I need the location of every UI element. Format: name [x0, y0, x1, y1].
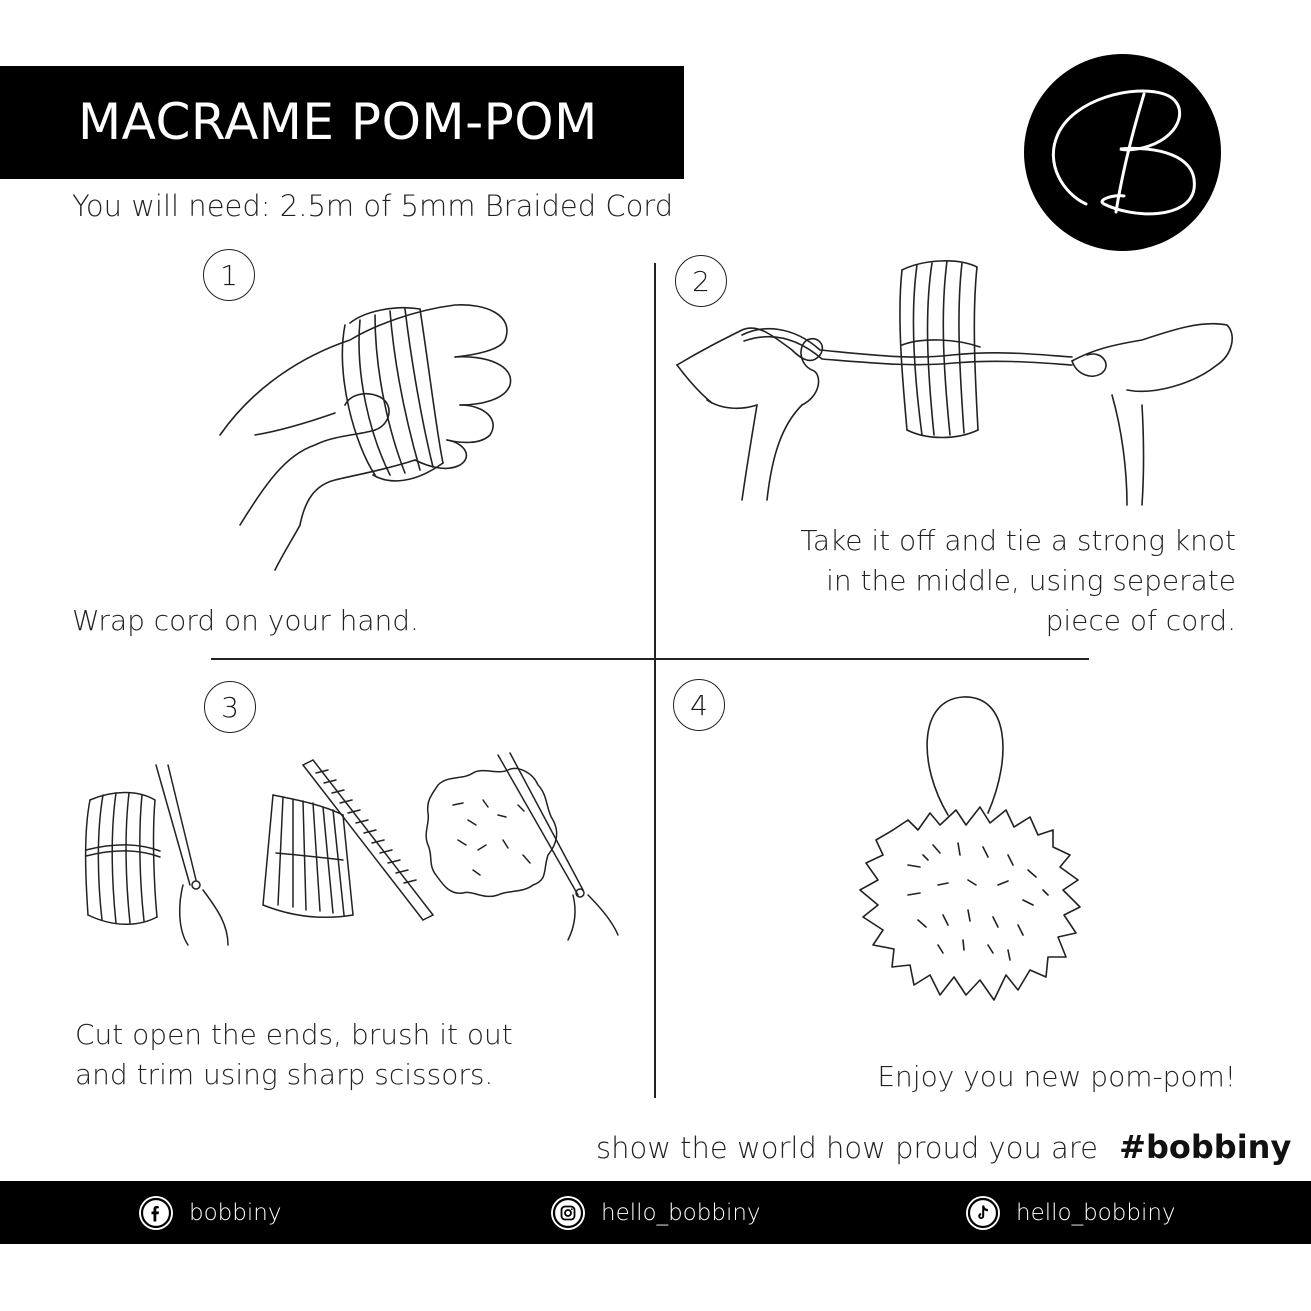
- social-facebook-link[interactable]: [139, 1194, 281, 1232]
- page-title: MACRAME POM-POM: [78, 93, 598, 151]
- step-3-caption-line-1: Cut open the ends, brush it out: [75, 1018, 513, 1051]
- step-4-caption: [690, 1057, 1236, 1097]
- tiktok-icon: [966, 1196, 1000, 1230]
- step-1-caption: [72, 601, 632, 641]
- step-4-caption-line: Enjoy you new pom-pom!: [877, 1060, 1236, 1093]
- tagline: [596, 1128, 1291, 1166]
- step-3-number: 3: [204, 681, 256, 733]
- step-2-caption-line-2: in the middle, using seperate: [826, 564, 1236, 597]
- instagram-icon: [551, 1196, 585, 1230]
- step-3-cut-brush-trim-illustration: [78, 745, 623, 950]
- step-2-caption: [690, 521, 1236, 641]
- facebook-icon: [139, 1196, 173, 1230]
- step-3-caption-line-2: and trim using sharp scissors.: [75, 1058, 494, 1091]
- bobbiny-logo: [1024, 54, 1221, 251]
- step-2-caption-line-1: Take it off and tie a strong knot: [800, 524, 1236, 557]
- step-3-caption: [75, 1015, 635, 1095]
- step-4-number: 4: [673, 679, 725, 731]
- step-1-hand-wrap-illustration: [215, 285, 520, 575]
- vertical-divider: [654, 263, 656, 1098]
- logo-b-mark: [1024, 54, 1221, 251]
- title-banner: [0, 66, 684, 179]
- step-2-tie-knot-illustration: [672, 255, 1237, 510]
- step-1-number: 1: [203, 249, 255, 301]
- facebook-handle: bobbiny: [189, 1200, 282, 1226]
- step-2-number: 2: [675, 255, 727, 307]
- step-1-caption-line: Wrap cord on your hand.: [72, 604, 419, 637]
- social-tiktok-link[interactable]: [966, 1194, 1176, 1232]
- step-2-caption-line-3: piece of cord.: [1045, 604, 1236, 637]
- instagram-handle: hello_bobbiny: [601, 1200, 761, 1226]
- tiktok-handle: hello_bobbiny: [1016, 1200, 1176, 1226]
- step-4-pompom-illustration: [848, 695, 1088, 1007]
- materials-needed: You will need: 2.5m of 5mm Braided Cord: [72, 189, 674, 223]
- hashtag[interactable]: #bobbiny: [1119, 1128, 1292, 1166]
- social-instagram-link[interactable]: [551, 1194, 761, 1232]
- tagline-text: show the world how proud you are: [596, 1131, 1098, 1165]
- horizontal-divider: [211, 658, 1089, 660]
- social-footer: [0, 1181, 1311, 1244]
